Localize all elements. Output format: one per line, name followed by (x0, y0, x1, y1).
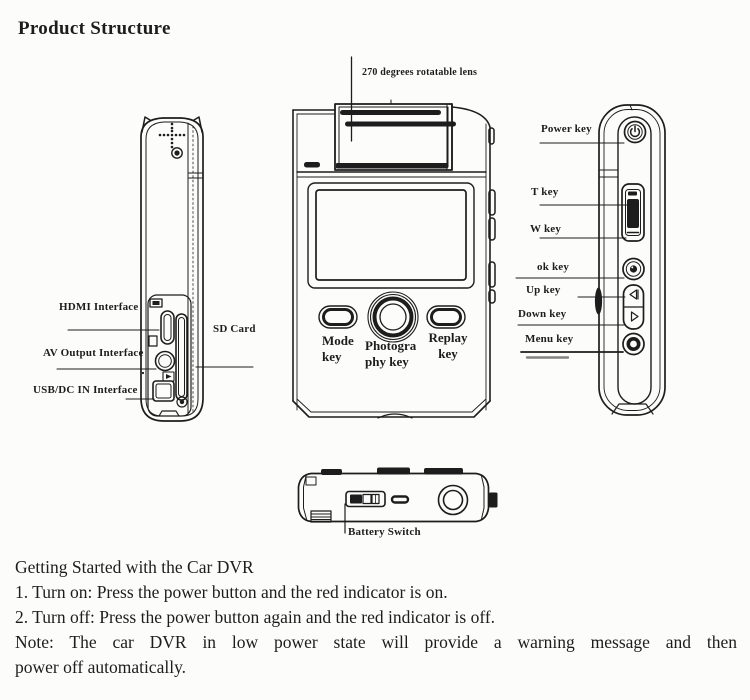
callout-hdmi-interface: HDMI Interface (59, 301, 139, 313)
up-arrow-icon (630, 290, 637, 299)
callout-av-output-interface: AV Output Interface (43, 347, 144, 359)
callout-mode-key: Mode key (322, 333, 354, 365)
step-turn-on: 1. Turn on: Press the power button and the red indicator is on. (15, 582, 448, 602)
lens-barrel-end (439, 486, 468, 515)
callout-menu-key: Menu key (525, 333, 574, 345)
power-button (625, 122, 646, 143)
usb-dc-port (153, 381, 174, 401)
callout-replay-key: Replay key (428, 330, 468, 362)
hdmi-port (161, 311, 174, 344)
ok-button (623, 259, 644, 280)
callout-battery-switch: Battery Switch (348, 526, 421, 538)
sd-card-slot (176, 314, 187, 400)
switch-knob (350, 495, 362, 504)
av-output-port (156, 352, 175, 371)
up-down-rocker (624, 285, 644, 329)
callout-w-key: W key (530, 223, 562, 235)
getting-started-section (15, 555, 737, 680)
right-side-view (516, 105, 665, 415)
led-window (304, 162, 320, 168)
lanyard-slot (392, 497, 408, 503)
callout-ok-key: ok key (537, 261, 570, 273)
callout-photography-key: Photogra phy key (365, 338, 417, 370)
bottom-notch (159, 411, 179, 416)
callout-t-key: T key (531, 186, 559, 198)
mic-holes (159, 123, 186, 149)
callout-usb-dc-in-interface: USB/DC IN Interface (33, 384, 138, 396)
left-side-view (57, 117, 253, 421)
note-line-1: Note: The car DVR in low power state will provide a warning message and then (15, 632, 737, 652)
rocker-slider (627, 199, 639, 228)
callout-sd-card: SD Card (213, 323, 256, 335)
callout-down-key: Down key (518, 308, 567, 320)
bottom-view (299, 468, 498, 534)
callout-lens: 270 degrees rotatable lens (362, 67, 478, 78)
down-arrow-icon (632, 312, 639, 321)
mode-button (319, 306, 357, 328)
vent-grille (311, 511, 331, 522)
button-strip (618, 117, 651, 404)
callout-up-key: Up key (526, 284, 561, 296)
zoom-rocker (622, 184, 644, 241)
corner-tab (306, 477, 316, 485)
page-title: Product Structure (18, 18, 171, 39)
rotatable-lens (335, 100, 456, 170)
lens-stripe (345, 122, 456, 127)
menu-button (623, 334, 644, 355)
reset-hole (150, 299, 162, 307)
end-cap (489, 493, 498, 508)
lcd-screen (308, 183, 474, 288)
photography-button (368, 292, 418, 342)
getting-started-heading: Getting Started with the Car DVR (15, 557, 254, 577)
callout-power-key: Power key (541, 123, 592, 135)
replay-button (427, 306, 465, 328)
lens-stripe (340, 110, 441, 115)
battery-switch (346, 492, 385, 507)
step-turn-off: 2. Turn off: Press the power button again and the red indicator is off. (15, 607, 496, 627)
small-port (149, 336, 157, 346)
note-line-2: power off automatically. (15, 657, 187, 677)
indicator-led (172, 148, 182, 158)
screw (177, 397, 187, 407)
eject-button (163, 372, 174, 381)
